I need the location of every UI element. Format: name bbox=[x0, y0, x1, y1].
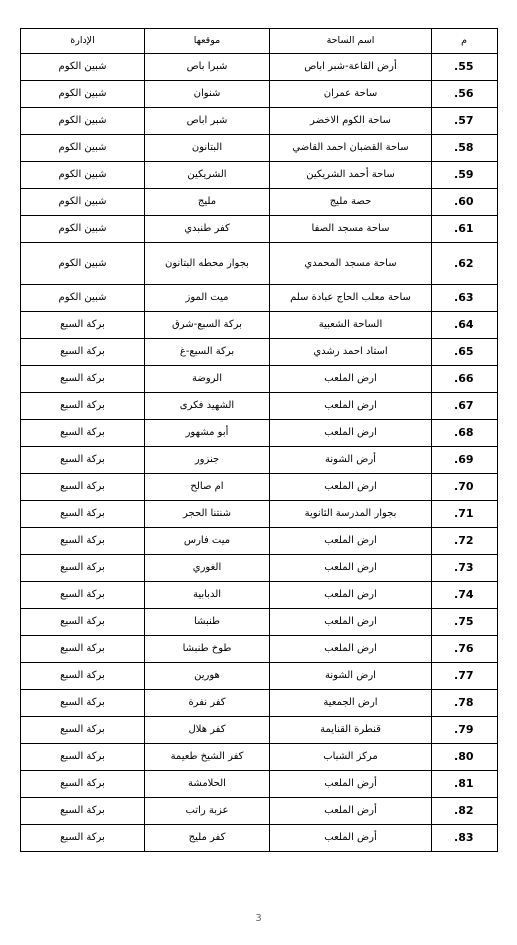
square-name-cell: الساحة الشعبية bbox=[270, 312, 432, 339]
location-cell: بركة السبع-شرق bbox=[145, 312, 270, 339]
table-row bbox=[21, 339, 498, 366]
square-name-cell: ارض الملعب bbox=[270, 582, 432, 609]
table-row bbox=[21, 447, 498, 474]
square-name-cell: ساحة عمران bbox=[270, 81, 432, 108]
table-row bbox=[21, 420, 498, 447]
table-row bbox=[21, 162, 498, 189]
table-row bbox=[21, 393, 498, 420]
row-number: 60. bbox=[432, 189, 498, 216]
table-row bbox=[21, 636, 498, 663]
square-name-cell: ارض الملعب bbox=[270, 609, 432, 636]
table-row bbox=[21, 243, 498, 285]
table-row bbox=[21, 528, 498, 555]
location-cell: الروضة bbox=[145, 366, 270, 393]
row-number: 77. bbox=[432, 663, 498, 690]
square-name-cell: ارض الملعب bbox=[270, 366, 432, 393]
square-name-cell: أرض الملعب bbox=[270, 798, 432, 825]
administration-cell: شبين الكوم bbox=[21, 54, 145, 81]
location-cell: كفر الشيخ طعيمة bbox=[145, 744, 270, 771]
square-name-cell: ساحة مسجد المحمدي bbox=[270, 243, 432, 285]
square-name-cell: ارض الملعب bbox=[270, 636, 432, 663]
location-cell: ميت فارس bbox=[145, 528, 270, 555]
location-cell: الدبابية bbox=[145, 582, 270, 609]
square-name-cell: ارض الملعب bbox=[270, 555, 432, 582]
administration-cell: بركة السبع bbox=[21, 771, 145, 798]
row-number: 67. bbox=[432, 393, 498, 420]
administration-cell: بركة السبع bbox=[21, 447, 145, 474]
administration-cell: بركة السبع bbox=[21, 501, 145, 528]
location-cell: شبرا باص bbox=[145, 54, 270, 81]
administration-cell: شبين الكوم bbox=[21, 189, 145, 216]
row-number: 80. bbox=[432, 744, 498, 771]
administration-cell: بركة السبع bbox=[21, 339, 145, 366]
table-row bbox=[21, 81, 498, 108]
square-name-cell: أرض الملعب bbox=[270, 825, 432, 852]
administration-cell: بركة السبع bbox=[21, 636, 145, 663]
administration-cell: شبين الكوم bbox=[21, 81, 145, 108]
table-row bbox=[21, 135, 498, 162]
location-cell: البتانون bbox=[145, 135, 270, 162]
row-number: 81. bbox=[432, 771, 498, 798]
table-body bbox=[21, 54, 498, 852]
administration-cell: شبين الكوم bbox=[21, 285, 145, 312]
administration-cell: بركة السبع bbox=[21, 609, 145, 636]
location-cell: أبو مشهور bbox=[145, 420, 270, 447]
square-name-cell: استاد احمد رشدي bbox=[270, 339, 432, 366]
square-name-cell: ارض الملعب bbox=[270, 393, 432, 420]
location-cell: الحلامشة bbox=[145, 771, 270, 798]
row-number: 64. bbox=[432, 312, 498, 339]
row-number: 75. bbox=[432, 609, 498, 636]
administration-cell: بركة السبع bbox=[21, 744, 145, 771]
header-square-name: اسم الساحة bbox=[270, 29, 432, 54]
square-name-cell: أرض القاعة-شبر اباص bbox=[270, 54, 432, 81]
administration-cell: شبين الكوم bbox=[21, 162, 145, 189]
table-row bbox=[21, 555, 498, 582]
table-row bbox=[21, 108, 498, 135]
square-name-cell: ارض الملعب bbox=[270, 474, 432, 501]
table-row bbox=[21, 501, 498, 528]
administration-cell: بركة السبع bbox=[21, 474, 145, 501]
location-cell: الشهيد فكرى bbox=[145, 393, 270, 420]
table-row bbox=[21, 366, 498, 393]
square-name-cell: أرض الشونة bbox=[270, 447, 432, 474]
table-row bbox=[21, 285, 498, 312]
table-row bbox=[21, 690, 498, 717]
square-name-cell: ارض الملعب bbox=[270, 420, 432, 447]
row-number: 62. bbox=[432, 243, 498, 285]
table-row bbox=[21, 582, 498, 609]
administration-cell: شبين الكوم bbox=[21, 135, 145, 162]
location-cell: طنبشا bbox=[145, 609, 270, 636]
table-row bbox=[21, 771, 498, 798]
administration-cell: بركة السبع bbox=[21, 582, 145, 609]
square-name-cell: مركز الشباب bbox=[270, 744, 432, 771]
header-number: م bbox=[432, 29, 498, 54]
table-row bbox=[21, 216, 498, 243]
administration-cell: بركة السبع bbox=[21, 312, 145, 339]
square-name-cell: أرض الملعب bbox=[270, 771, 432, 798]
administration-cell: بركة السبع bbox=[21, 663, 145, 690]
table-row bbox=[21, 744, 498, 771]
row-number: 56. bbox=[432, 81, 498, 108]
table-row bbox=[21, 825, 498, 852]
page-number: 3 bbox=[255, 913, 262, 924]
location-cell: الشريكين bbox=[145, 162, 270, 189]
table-row bbox=[21, 609, 498, 636]
row-number: 83. bbox=[432, 825, 498, 852]
location-cell: جنزور bbox=[145, 447, 270, 474]
header-administration: الإدارة bbox=[21, 29, 145, 54]
row-number: 71. bbox=[432, 501, 498, 528]
location-cell: بركة السبع-غ bbox=[145, 339, 270, 366]
table-row bbox=[21, 798, 498, 825]
location-cell: شنتنا الحجر bbox=[145, 501, 270, 528]
row-number: 61. bbox=[432, 216, 498, 243]
table-row bbox=[21, 312, 498, 339]
administration-cell: شبين الكوم bbox=[21, 108, 145, 135]
square-name-cell: ساحة معلب الحاج عبادة سلم bbox=[270, 285, 432, 312]
table-row bbox=[21, 189, 498, 216]
row-number: 82. bbox=[432, 798, 498, 825]
row-number: 55. bbox=[432, 54, 498, 81]
row-number: 68. bbox=[432, 420, 498, 447]
administration-cell: بركة السبع bbox=[21, 717, 145, 744]
table-row bbox=[21, 717, 498, 744]
document-page bbox=[20, 28, 494, 852]
administration-cell: بركة السبع bbox=[21, 393, 145, 420]
row-number: 73. bbox=[432, 555, 498, 582]
square-name-cell: ساحة أحمد الشريكين bbox=[270, 162, 432, 189]
location-cell: طوخ طنبشا bbox=[145, 636, 270, 663]
row-number: 58. bbox=[432, 135, 498, 162]
row-number: 66. bbox=[432, 366, 498, 393]
location-cell: مليج bbox=[145, 189, 270, 216]
row-number: 59. bbox=[432, 162, 498, 189]
location-cell: كفر هلال bbox=[145, 717, 270, 744]
table-row bbox=[21, 474, 498, 501]
location-cell: هورين bbox=[145, 663, 270, 690]
square-name-cell: ارض الشونة bbox=[270, 663, 432, 690]
row-number: 74. bbox=[432, 582, 498, 609]
header-location: موقعها bbox=[145, 29, 270, 54]
row-number: 70. bbox=[432, 474, 498, 501]
administration-cell: شبين الكوم bbox=[21, 216, 145, 243]
location-cell: ميت الموز bbox=[145, 285, 270, 312]
administration-cell: بركة السبع bbox=[21, 798, 145, 825]
location-cell: شبر اباص bbox=[145, 108, 270, 135]
administration-cell: بركة السبع bbox=[21, 366, 145, 393]
row-number: 79. bbox=[432, 717, 498, 744]
location-cell: كفر طنبدي bbox=[145, 216, 270, 243]
row-number: 78. bbox=[432, 690, 498, 717]
table-row bbox=[21, 54, 498, 81]
location-cell: عزبة راتب bbox=[145, 798, 270, 825]
square-name-cell: ساحة الكوم الاخضر bbox=[270, 108, 432, 135]
row-number: 65. bbox=[432, 339, 498, 366]
row-number: 63. bbox=[432, 285, 498, 312]
row-number: 72. bbox=[432, 528, 498, 555]
location-cell: كفر نفرة bbox=[145, 690, 270, 717]
administration-cell: بركة السبع bbox=[21, 690, 145, 717]
squares-table bbox=[20, 28, 498, 852]
administration-cell: بركة السبع bbox=[21, 555, 145, 582]
location-cell: بجوار محطه البتانون bbox=[145, 243, 270, 285]
row-number: 76. bbox=[432, 636, 498, 663]
square-name-cell: ارض الجمعية bbox=[270, 690, 432, 717]
location-cell: ام صالح bbox=[145, 474, 270, 501]
administration-cell: شبين الكوم bbox=[21, 243, 145, 285]
square-name-cell: ارض الملعب bbox=[270, 528, 432, 555]
location-cell: شنوان bbox=[145, 81, 270, 108]
table-header-row bbox=[21, 29, 498, 54]
location-cell: الغوري bbox=[145, 555, 270, 582]
administration-cell: بركة السبع bbox=[21, 825, 145, 852]
row-number: 57. bbox=[432, 108, 498, 135]
row-number: 69. bbox=[432, 447, 498, 474]
table-row bbox=[21, 663, 498, 690]
administration-cell: بركة السبع bbox=[21, 420, 145, 447]
administration-cell: بركة السبع bbox=[21, 528, 145, 555]
square-name-cell: ساحة القضبان احمد القاضي bbox=[270, 135, 432, 162]
square-name-cell: بجوار المدرسة الثانوية bbox=[270, 501, 432, 528]
location-cell: كفر مليج bbox=[145, 825, 270, 852]
square-name-cell: قنطرة القنايمة bbox=[270, 717, 432, 744]
square-name-cell: حصة مليج bbox=[270, 189, 432, 216]
square-name-cell: ساحة مسجد الصفا bbox=[270, 216, 432, 243]
